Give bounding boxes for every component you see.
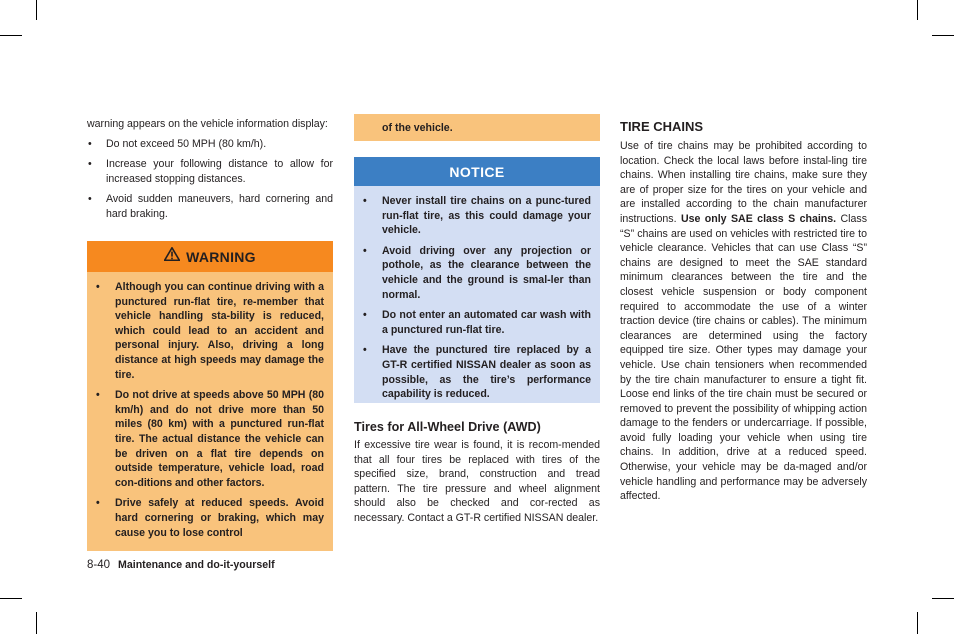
bullet-list <box>87 137 333 222</box>
crop-mark <box>917 0 918 20</box>
crop-mark <box>0 35 22 36</box>
bullet-icon: • <box>88 158 92 171</box>
list-item: • Do not enter an automated car wash with a punctured run-flat tire. <box>363 309 591 336</box>
crop-mark <box>36 0 37 20</box>
list-item: • Avoid sudden maneuvers, hard cornering and hard braking. <box>88 193 333 220</box>
notice-list <box>354 186 600 402</box>
bullet-icon: • <box>88 137 92 150</box>
crop-mark <box>932 598 954 599</box>
awd-heading: Tires for All-Wheel Drive (AWD) <box>354 420 541 434</box>
crop-mark <box>932 35 954 36</box>
list-item: • Do not exceed 50 MPH (80 km/h). <box>88 137 267 150</box>
list-item: • Avoid driving over any projection or pothole, as the clearance between the vehicle and the ground is smal-ler than normal. <box>363 244 591 301</box>
warning-triangle-icon <box>164 247 180 266</box>
warning-list <box>87 272 333 540</box>
warning-continued-text: of the vehicle. <box>382 122 453 134</box>
list-item: • Do not drive at speeds above 50 MPH (80 km/h) and do not drive more than 50 miles (80 km) with a punctured run-flat tire. The actual distance the vehicle can be driven on a flat tire depends on outside temperature, vehicle load, road con-ditions and other factors. <box>96 389 324 489</box>
notice-header <box>354 157 600 186</box>
page-number: 8-40 <box>87 559 111 571</box>
bullet-icon: • <box>96 281 100 293</box>
bullet-icon: • <box>88 193 92 206</box>
list-item: • Although you can continue driving with a punctured run-flat tire, re-member that vehicle handling sta-bility is reduced, which could lead to an accident and personal injury. Also, driving a long distance at high speeds may damage the tire. <box>96 281 324 381</box>
bullet-icon: • <box>363 195 367 207</box>
section-title: Maintenance and do-it-yourself <box>118 559 275 571</box>
bullet-icon: • <box>363 244 367 257</box>
bullet-icon: • <box>96 389 100 402</box>
intro-paragraph: warning appears on the vehicle information display: <box>87 118 328 130</box>
tire-chains-heading: TIRE CHAINS <box>620 119 704 134</box>
list-item: • Drive safely at reduced speeds. Avoid hard cornering or braking, which may cause you to lose control <box>96 497 324 539</box>
warning-header <box>87 241 333 272</box>
list-item: • Have the punctured tire replaced by a GT-R certified NISSAN dealer as soon as possible, as the tire’s performance capability is reduced. <box>363 344 591 401</box>
crop-mark <box>36 612 37 634</box>
awd-section <box>354 420 600 526</box>
left-column <box>87 117 333 222</box>
list-item: • Increase your following distance to allow for increased stopping distances. <box>88 158 333 185</box>
page-footer <box>87 559 275 571</box>
tire-chains-paragraph: Use of tire chains may be prohibited according to location. Check the local laws before instal-ling tire chains. When installing tire chains, make sure they are of proper size for the tires on your vehicle and are installed according to the chain manufacturer instructions. Use only SAE class S chains. Class “S” chains are used on vehicles with restricted tire to vehicle clearance. Vehicles that can use Class “S” chains are designed to meet the SAE standard minimum clearances between the tire and the closest vehicle suspension or body component required to accommodate the use of a winter traction device (tire chains or cables). The minimum clearances are determined using the factory equipped tire size. Other types may damage your vehicle. Use chain tensioners when recommended by the tire chain manufacturer to ensure a tight fit. Loose end links of the tire chain must be secured or removed to prevent the possibility of whipping action damage to the fenders or undercarriage. If possible, avoid fully loading your vehicle when using tire chains. In addition, drive at a reduced speed. Otherwise, your vehicle may be da-maged and/or vehicle handling and performance may be adversely affected. <box>620 140 867 503</box>
tire-chains-section <box>620 119 867 504</box>
tire-chains-emphasis: Use only SAE class S chains. <box>680 212 837 225</box>
crop-mark <box>917 612 918 634</box>
warning-title: WARNING <box>186 248 256 265</box>
bullet-icon: • <box>96 497 100 510</box>
crop-mark <box>0 598 22 599</box>
bullet-icon: • <box>363 309 367 322</box>
bullet-icon: • <box>363 344 367 357</box>
warning-continued-box <box>354 114 600 141</box>
notice-title: NOTICE <box>449 163 505 180</box>
warning-box <box>87 241 333 551</box>
list-item: • Never install tire chains on a punc-tured run-flat tire, as this could damage your vehicle. <box>363 195 591 237</box>
awd-paragraph: If excessive tire wear is found, it is recom-mended that all four tires be replaced with tires of the specified size, brand, construction and tread pattern. The tire pressure and wheel alignment should also be checked and cor-rected as necessary. Contact a GT-R certified NISSAN dealer. <box>354 439 600 524</box>
notice-box <box>354 157 600 403</box>
